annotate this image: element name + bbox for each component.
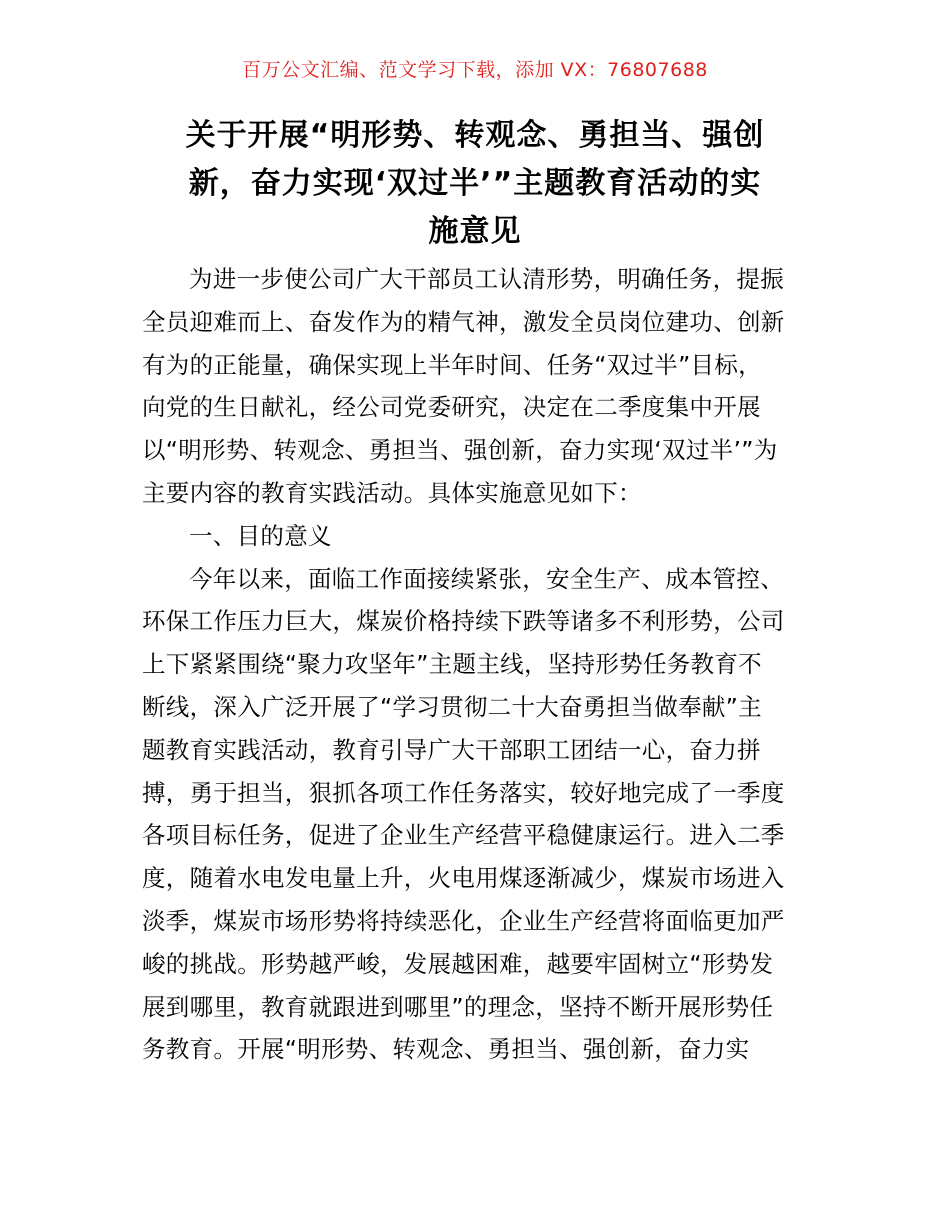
paragraph-line: 题教育实践活动，教育引导广大干部职工团结一心，奋力拼	[142, 735, 761, 764]
paragraph-line: 务教育。开展“明形势、转观念、勇担当、强创新，奋力实	[142, 1035, 750, 1064]
paragraph-line: 峻的挑战。形势越严峻，发展越困难，越要牢固树立“形势发	[142, 949, 774, 978]
paragraph-line: 度，随着水电发电量上升，火电用煤逐渐减少，煤炭市场进入	[142, 864, 785, 893]
paragraph-line: 环保工作压力巨大，煤炭价格持续下跌等诸多不利形势，公司	[142, 607, 785, 636]
paragraph-line: 淡季，煤炭市场形势将持续恶化，企业生产经营将面临更加严	[142, 906, 785, 935]
document-title	[130, 112, 820, 256]
paragraph-line: 搏，勇于担当，狠抓各项工作任务落实，较好地完成了一季度	[142, 778, 785, 807]
paragraph-line: 各项目标任务，促进了企业生产经营平稳健康运行。进入二季	[142, 821, 785, 850]
paragraph-line: 全员迎难而上、奋发作为的精气神，激发全员岗位建功、创新	[142, 307, 785, 336]
paragraph-line: 向党的生日献礼，经公司党委研究，决定在二季度集中开展	[142, 393, 761, 422]
title-line: 关于开展“明形势、转观念、勇担当、强创	[185, 118, 765, 153]
title-line: 新，奋力实现‘双过半’”主题教育活动的实	[188, 166, 762, 201]
document-body	[142, 258, 814, 1071]
title-line: 施意见	[428, 214, 522, 249]
paragraph-line: 以“明形势、转观念、勇担当、强创新，奋力实现‘双过半’”为	[142, 436, 778, 465]
paragraph-line: 上下紧紧围绕“聚力攻坚年”主题主线，坚持形势任务教育不	[142, 650, 762, 679]
paragraph-line: 一、目的意义	[189, 521, 332, 550]
paragraph-line: 今年以来，面临工作面接续紧张，安全生产、成本管控、	[189, 564, 784, 593]
paragraph-line: 主要内容的教育实践活动。具体实施意见如下：	[142, 478, 642, 507]
paragraph-line: 有为的正能量，确保实现上半年时间、任务“双过半”目标，	[142, 350, 762, 379]
paragraph-line: 断线，深入广泛开展了“学习贯彻二十大奋勇担当做奉献”主	[142, 692, 762, 721]
paragraph-line: 为进一步使公司广大干部员工认清形势，明确任务，提振	[189, 265, 784, 293]
header-banner: 百万公文汇编、范文学习下载，添加 VX：76807688	[242, 59, 708, 81]
paragraph-line: 展到哪里，教育就跟进到哪里”的理念，坚持不断开展形势任	[142, 992, 774, 1021]
